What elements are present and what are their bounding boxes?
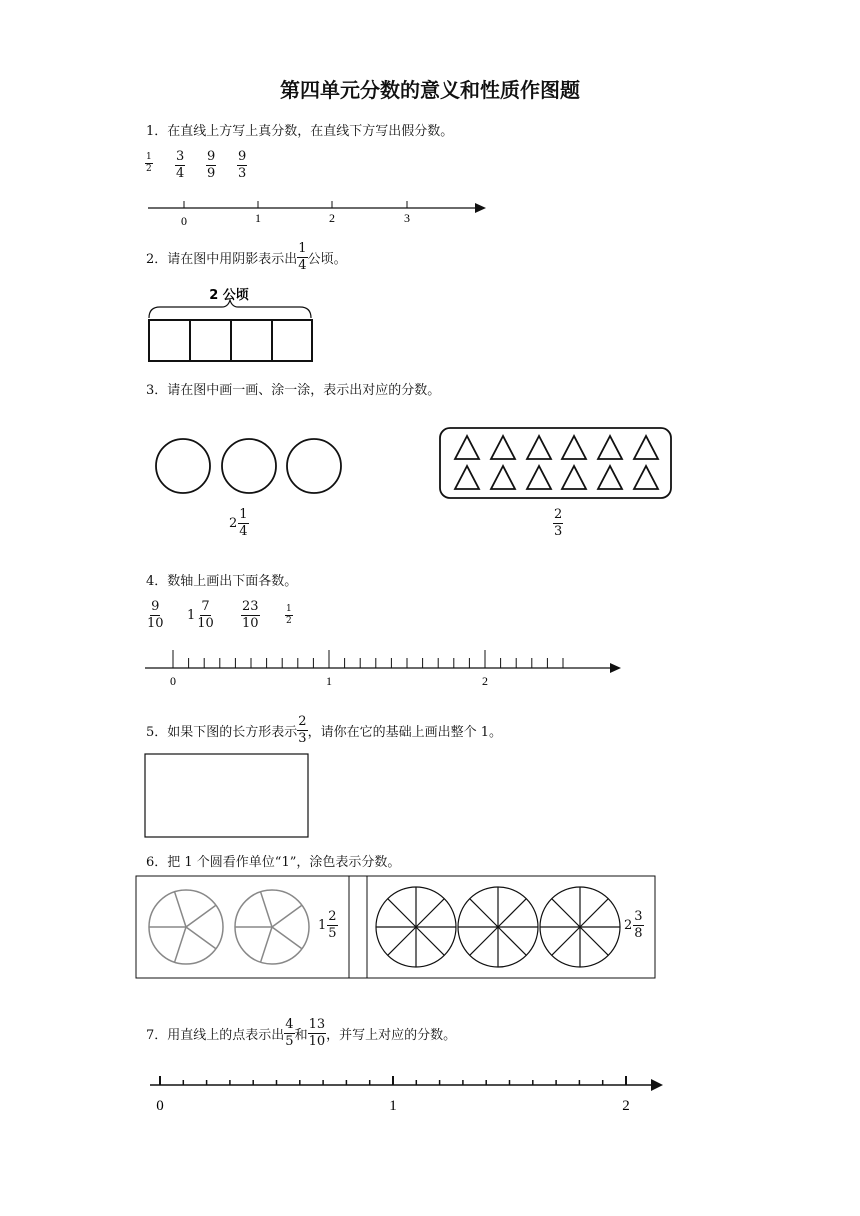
- q5-rectangle[interactable]: [145, 754, 308, 837]
- triangle-shape: [562, 466, 586, 489]
- q7-axis-label-0: 0: [156, 1098, 164, 1114]
- denominator: 4: [176, 165, 185, 181]
- q7-prompt-text: 7．用直线上的点表示出: [146, 1027, 285, 1043]
- triangle-shape: [491, 466, 515, 489]
- q2-prompt-text: 2．请在图中用阴影表示出: [146, 251, 298, 267]
- q2-hectare-boxes[interactable]: [149, 320, 312, 361]
- q1-axis-label-3: 3: [404, 211, 410, 225]
- q2-brace: [149, 287, 311, 318]
- triangle-shape: [634, 436, 658, 459]
- sector-line: [470, 899, 498, 927]
- sector-line: [388, 927, 416, 955]
- q1-axis-label-1: 1: [255, 211, 261, 225]
- q2-fraction: [297, 242, 307, 272]
- whole-part: 2: [229, 515, 238, 531]
- numerator: 1: [285, 605, 293, 616]
- whole-part: 1: [318, 917, 327, 933]
- numerator: 9: [238, 149, 247, 164]
- sector-line: [186, 905, 216, 927]
- denominator: 10: [308, 1033, 326, 1049]
- q4-axis-label-1: 1: [326, 674, 332, 688]
- q5-fraction: [297, 715, 307, 745]
- q6-prompt: 6．把 1 个圆看作单位“1”，涂色表示分数。: [146, 855, 401, 870]
- q3-prompt: 3．请在图中画一画、涂一涂，表示出对应的分数。: [146, 383, 441, 398]
- triangle-shape: [598, 436, 622, 459]
- q7-fraction-b: [308, 1018, 327, 1048]
- numerator: 2: [554, 507, 563, 522]
- triangle-shape: [598, 466, 622, 489]
- q7-axis-label-2: 2: [622, 1098, 630, 1114]
- q7-number-line[interactable]: [150, 1076, 663, 1114]
- numerator: 13: [308, 1017, 326, 1032]
- triangle-shape: [527, 436, 551, 459]
- denominator: 3: [298, 730, 307, 746]
- sector-line: [552, 899, 580, 927]
- denominator: 2: [286, 616, 292, 627]
- sector-line: [416, 899, 444, 927]
- q3-triangles-fraction: [553, 508, 563, 538]
- q1-axis-label-2: 2: [329, 211, 335, 225]
- q3-circles[interactable]: [156, 439, 341, 493]
- sector-line: [552, 927, 580, 955]
- q7-prompt: [146, 1018, 456, 1048]
- q1-axis-label-0: 0: [181, 214, 187, 228]
- numerator: 3: [176, 149, 185, 164]
- q1-prompt: 1．在直线上方写上真分数，在直线下方写出假分数。: [146, 124, 454, 139]
- q4-number-3: [241, 600, 260, 630]
- q2-brace-label: 2 公顷: [209, 288, 249, 303]
- numerator: 9: [151, 599, 160, 614]
- denominator: 4: [239, 523, 248, 539]
- triangle-shape: [491, 436, 515, 459]
- worksheet-title: 第四单元分数的意义和性质作图题: [280, 78, 580, 102]
- q7-prompt-text-end: ，并写上对应的分数。: [326, 1027, 457, 1043]
- denominator: 2: [146, 164, 152, 175]
- denominator: 3: [238, 165, 247, 181]
- denominator: 10: [242, 615, 259, 631]
- sector-line: [261, 892, 272, 927]
- numerator: 7: [201, 599, 210, 614]
- q4-number-2: [187, 600, 215, 630]
- q5-prompt: [146, 715, 502, 745]
- q5-prompt-text: 5．如果下图的长方形表示: [146, 724, 298, 740]
- q6-right-mixed-number: [624, 910, 644, 940]
- q6-eighths-circles[interactable]: [376, 887, 620, 967]
- triangle-shape: [634, 466, 658, 489]
- triangle-shape: [455, 466, 479, 489]
- denominator: 10: [147, 615, 164, 631]
- q6-fifths-circles[interactable]: [149, 890, 309, 964]
- sector-line: [175, 892, 186, 927]
- q2-prompt-text-end: 公顷。: [307, 251, 347, 267]
- q7-prompt-text-mid: 和: [294, 1027, 308, 1043]
- numerator: 23: [242, 599, 259, 614]
- q7-axis-label-1: 1: [389, 1098, 397, 1114]
- sector-line: [186, 927, 216, 949]
- whole-part: 1: [187, 607, 196, 623]
- sector-line: [580, 927, 608, 955]
- triangle-shape: [455, 436, 479, 459]
- numerator: 2: [298, 714, 307, 729]
- q7-fraction-a: [284, 1018, 294, 1048]
- sector-line: [498, 899, 526, 927]
- q3-circles-mixed-number: [229, 508, 249, 538]
- sector-line: [272, 927, 302, 949]
- q4-prompt: 4．数轴上画出下面各数。: [146, 574, 298, 589]
- numerator: 1: [145, 153, 153, 164]
- q4-number-4: [285, 605, 293, 627]
- q4-number-1: [146, 600, 165, 630]
- sector-line: [272, 905, 302, 927]
- sector-line: [416, 927, 444, 955]
- sector-line: [261, 927, 272, 962]
- numerator: 1: [239, 507, 248, 522]
- q1-number-line[interactable]: [148, 201, 486, 228]
- denominator: 4: [298, 257, 307, 273]
- whole-part: 2: [624, 917, 633, 933]
- q2-prompt: [146, 242, 347, 272]
- sector-line: [498, 927, 526, 955]
- denominator: 3: [554, 523, 563, 539]
- sector-line: [580, 899, 608, 927]
- q4-number-line[interactable]: [145, 650, 621, 688]
- triangle-shape: [562, 436, 586, 459]
- q4-axis-label-0: 0: [170, 674, 176, 688]
- q4-axis-label-2: 2: [482, 674, 488, 688]
- denominator: 10: [197, 615, 214, 631]
- numerator: 4: [285, 1017, 294, 1032]
- denominator: 8: [634, 925, 643, 941]
- numerator: 9: [207, 149, 216, 164]
- q3-triangle-box[interactable]: [440, 428, 671, 498]
- numerator: 3: [634, 909, 643, 924]
- triangle-shape: [527, 466, 551, 489]
- numerator: 2: [328, 909, 337, 924]
- sector-line: [175, 927, 186, 962]
- q5-prompt-text-end: ，请你在它的基础上画出整个 1。: [307, 724, 502, 740]
- sector-line: [470, 927, 498, 955]
- q6-left-mixed-number: [318, 910, 338, 940]
- sector-line: [388, 899, 416, 927]
- denominator: 9: [207, 165, 216, 181]
- denominator: 5: [285, 1033, 294, 1049]
- numerator: 1: [298, 241, 307, 256]
- denominator: 5: [328, 925, 337, 941]
